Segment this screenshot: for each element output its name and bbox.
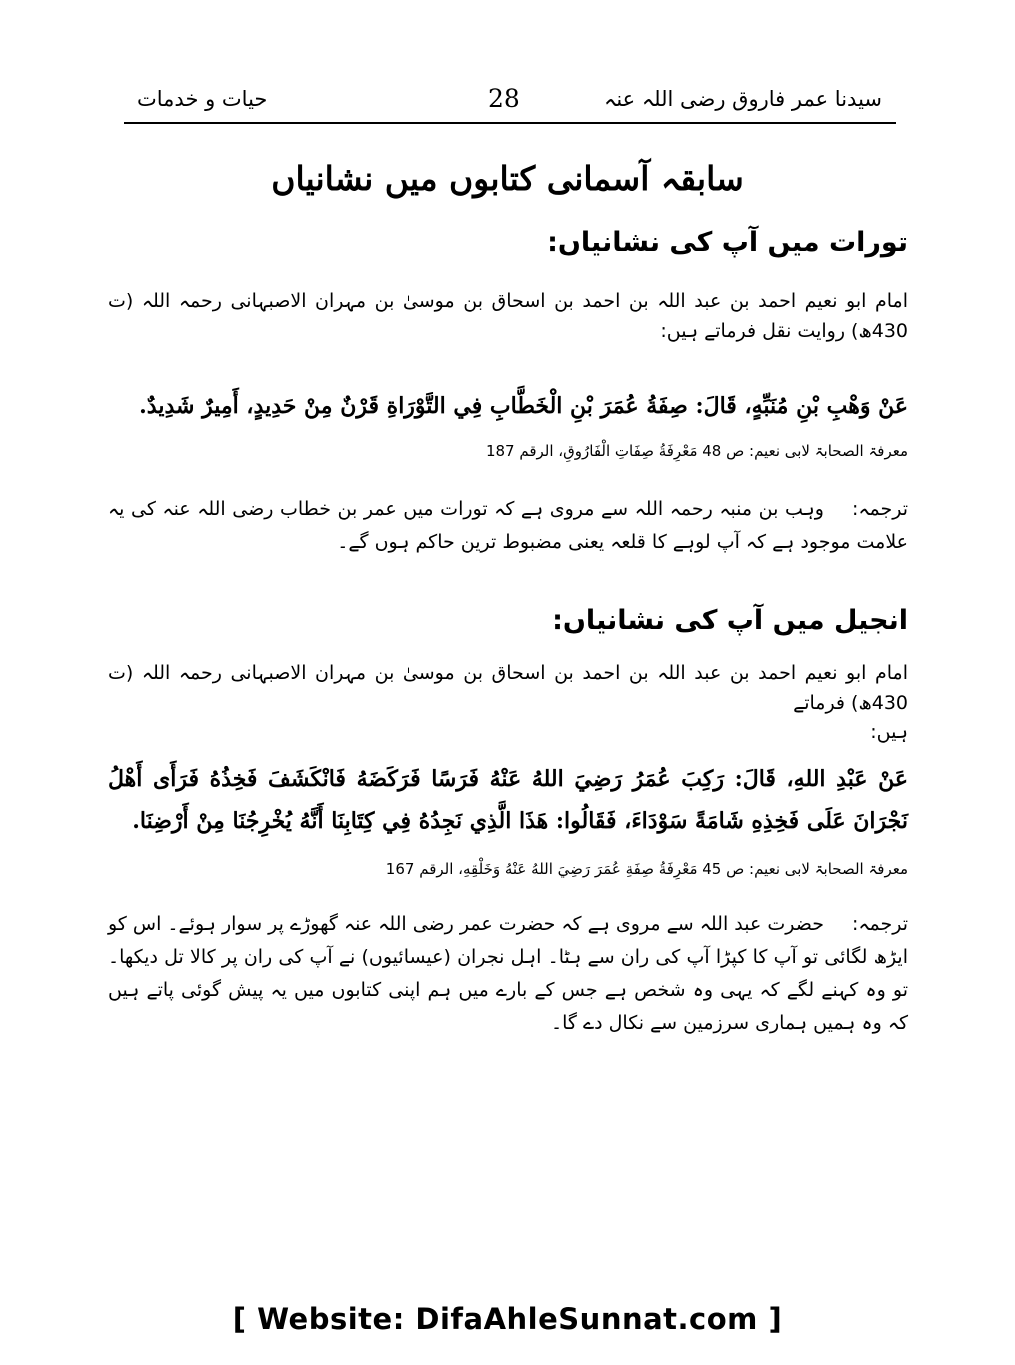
chapter-title: سابقہ آسمانی کتابوں میں نشانیاں (271, 159, 744, 198)
running-header-book-title: سیدنا عمر فاروق رضی اللہ عنہ (604, 87, 882, 111)
website-footer: [ Website: DifaAhleSunnat.com ] (232, 1302, 783, 1336)
header-divider (124, 122, 896, 124)
injil-narration: امام ابو نعیم احمد بن عبد اللہ بن احمد بن اسحاق بن موسیٰ بن مہران الاصبہانی رحمہ اللہ (ت 430ھ) فرماتے (108, 662, 908, 714)
translation-label: ترجمہ: (851, 913, 908, 935)
page-number: 28 (488, 84, 520, 113)
injil-arabic-text: عَنْ عَبْدِ اللهِ، قَالَ: رَكِبَ عُمَرُ رَضِيَ اللهُ عَنْهُ فَرَسًا فَرَكَضَهُ فَانْكَشَفَ فَخِذُهُ فَرَأَى أَهْلُ نَجْرَانَ عَلَى فَخِذِهِ شَامَةً سَوْدَاءَ، فَقَالُوا: هَذَا الَّذِي نَجِدُهُ فِي كِتَابِنَا أَنَّهُ يُخْرِجُنَا مِنْ أَرْضِنَا. (108, 766, 908, 834)
torah-narration: امام ابو نعیم احمد بن عبد اللہ بن احمد بن اسحاق بن موسیٰ بن مہران الاصبہانی رحمہ اللہ (ت 430ھ) روایت نقل فرماتے ہیں: (108, 290, 908, 342)
torah-translation (108, 493, 908, 559)
translation-text: وہب بن منبہ رحمہ اللہ سے مروی ہے کہ تورات میں عمر بن خطاب رضی اللہ عنہ کی یہ علامت موجود ہے کہ آپ لوہے کا قلعہ یعنی مضبوط ترین حاکم ہوں گے۔ (108, 498, 908, 553)
running-header-section: حیات و خدمات (137, 87, 268, 111)
injil-heading: انجیل میں آپ کی نشانیاں: (552, 605, 908, 636)
injil-reference: معرفۃ الصحابۃ لابی نعیم: ص 45 مَعْرِفَةُ صِفَةِ عُمَرَ رَضِيَ اللهُ عَنْهُ وَخَلْقِهِ، الرقم 167 (385, 860, 908, 878)
injil-translation (108, 908, 908, 1040)
injil-narration-end: ہیں: (870, 721, 908, 743)
translation-text: حضرت عبد اللہ سے مروی ہے کہ حضرت عمر رضی اللہ عنہ گھوڑے پر سوار ہوئے۔ اس کو ایڑھ لگائی تو آپ کا کپڑا آپ کی ران سے ہٹا۔ اہل نجران (عیسائیوں) نے آپ کی ران پر کالا تل دیکھا۔ تو وہ کہنے لگے کہ یہی وہ شخص ہے جس کے بارے میں ہم اپنی کتابوں میں یہ پیش گوئی پاتے ہیں کہ وہ ہمیں ہماری سرزمین سے نکال دے گا۔ (107, 913, 908, 1034)
torah-arabic-text: عَنْ وَهْبِ بْنِ مُنَبِّهٍ، قَالَ: صِفَةُ عُمَرَ بْنِ الْخَطَّابِ فِي التَّوْرَاةِ قَرْنٌ مِنْ حَدِيدٍ، أَمِيرٌ شَدِيدٌ. (139, 393, 908, 419)
translation-label: ترجمہ: (851, 498, 908, 520)
torah-heading: تورات میں آپ کی نشانیاں: (547, 227, 908, 258)
torah-reference: معرفۃ الصحابۃ لابی نعیم: ص 48 مَعْرِفَةُ صِفَاتِ الْفَارُوقِ، الرقم 187 (485, 442, 908, 460)
